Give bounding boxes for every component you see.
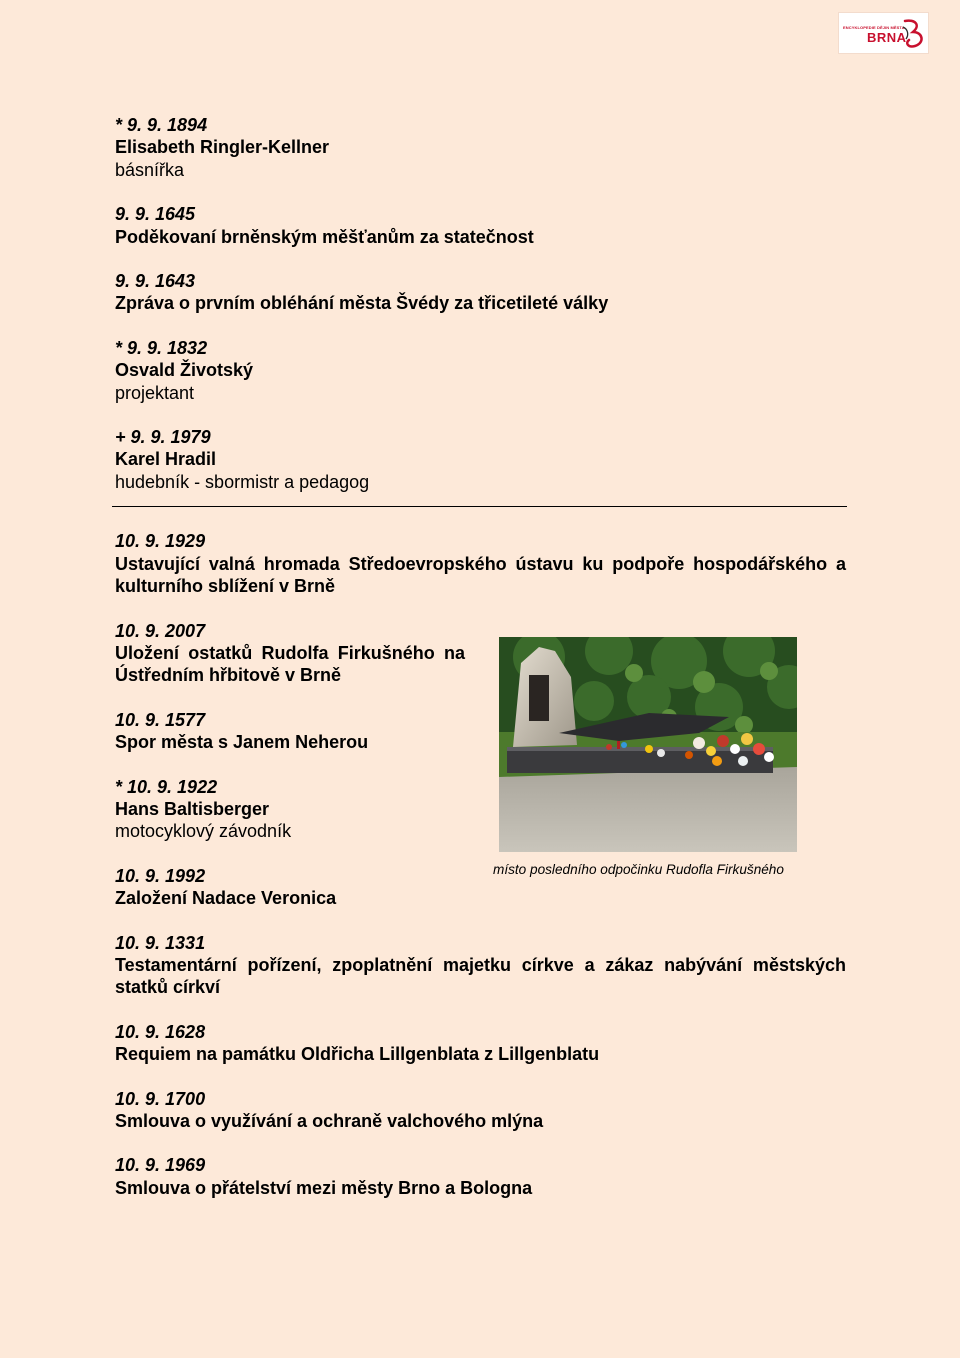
entry-title: Osvald Životský xyxy=(115,360,254,381)
entry-date: 10. 9. 1992 xyxy=(115,865,206,886)
entry-date: * 10. 9. 1922 xyxy=(115,776,218,797)
logo-big-text: BRNA xyxy=(867,30,907,45)
entry-title: Poděkovaní brněnským měšťanům za statečnost xyxy=(115,226,534,247)
entry-title: Requiem na památku Oldřicha Lillgenblata z Lillgenblatu xyxy=(115,1044,600,1065)
entry-date: 10. 9. 1929 xyxy=(115,531,206,552)
logo-swirl-icon xyxy=(899,17,927,51)
entry xyxy=(115,270,846,315)
entry-date: 10. 9. 1577 xyxy=(115,709,206,730)
entry-title: Elisabeth Ringler-Kellner xyxy=(115,137,330,158)
entry xyxy=(115,1021,846,1066)
entry-date: 10. 9. 1969 xyxy=(115,1155,206,1176)
entry-date: 10. 9. 2007 xyxy=(115,620,206,641)
entry-role: projektant xyxy=(115,382,195,403)
logo-small-text: ENCYKLOPEDIE DĚJIN MĚSTA xyxy=(843,25,905,30)
entry-title: Zpráva o prvním obléhání města Švédy za třicetileté války xyxy=(115,293,609,314)
section-divider xyxy=(112,506,847,507)
entry-title: Smlouva o využívání a ochraně valchového mlýna xyxy=(115,1111,544,1131)
entry xyxy=(115,620,465,687)
entry-title: Testamentární pořízení, zpoplatnění majetku církve a zákaz nabývání městských statků církví xyxy=(115,954,846,998)
entry-title: Ustavující valná hromada Středoevropského ústavu ku podpoře hospodářského a kulturního sblížení v Brně xyxy=(115,553,846,597)
entry xyxy=(115,203,846,248)
entry-title: Založení Nadace Veronica xyxy=(115,888,337,909)
photo-caption: místo posledního odpočinku Rudofla Firkušného xyxy=(493,862,784,877)
entry-role: hudebník - sbormistr a pedagog xyxy=(115,471,370,492)
entry-date: 9. 9. 1645 xyxy=(115,204,196,225)
entry-date: + 9. 9. 1979 xyxy=(115,427,211,448)
entry xyxy=(115,932,846,999)
entry xyxy=(115,426,846,493)
entry xyxy=(115,1154,846,1199)
encyclopedia-logo xyxy=(839,13,928,53)
entry xyxy=(115,337,846,404)
entry-title: Karel Hradil xyxy=(115,449,217,470)
entry-date: 10. 9. 1700 xyxy=(115,1088,206,1109)
entry-title: Spor města s Janem Neherou xyxy=(115,732,369,753)
entry-role: básnířka xyxy=(115,159,185,180)
entry xyxy=(115,530,846,597)
entry-title: Hans Baltisberger xyxy=(115,798,270,819)
entry-date: * 9. 9. 1894 xyxy=(115,115,208,135)
entry-date: 10. 9. 1628 xyxy=(115,1021,206,1042)
entry-date: * 9. 9. 1832 xyxy=(115,337,208,358)
entry-title: Uložení ostatků Rudolfa Firkušného na Ústředním hřbitově v Brně xyxy=(115,642,465,686)
entry xyxy=(115,114,846,181)
entry-role: motocyklový závodník xyxy=(115,821,292,842)
entry-title: Smlouva o přátelství mezi městy Brno a Bologna xyxy=(115,1177,533,1198)
entry-date: 10. 9. 1331 xyxy=(115,932,206,953)
entry xyxy=(115,1088,846,1133)
grave-photo xyxy=(499,637,797,852)
entry-date: 9. 9. 1643 xyxy=(115,271,196,292)
